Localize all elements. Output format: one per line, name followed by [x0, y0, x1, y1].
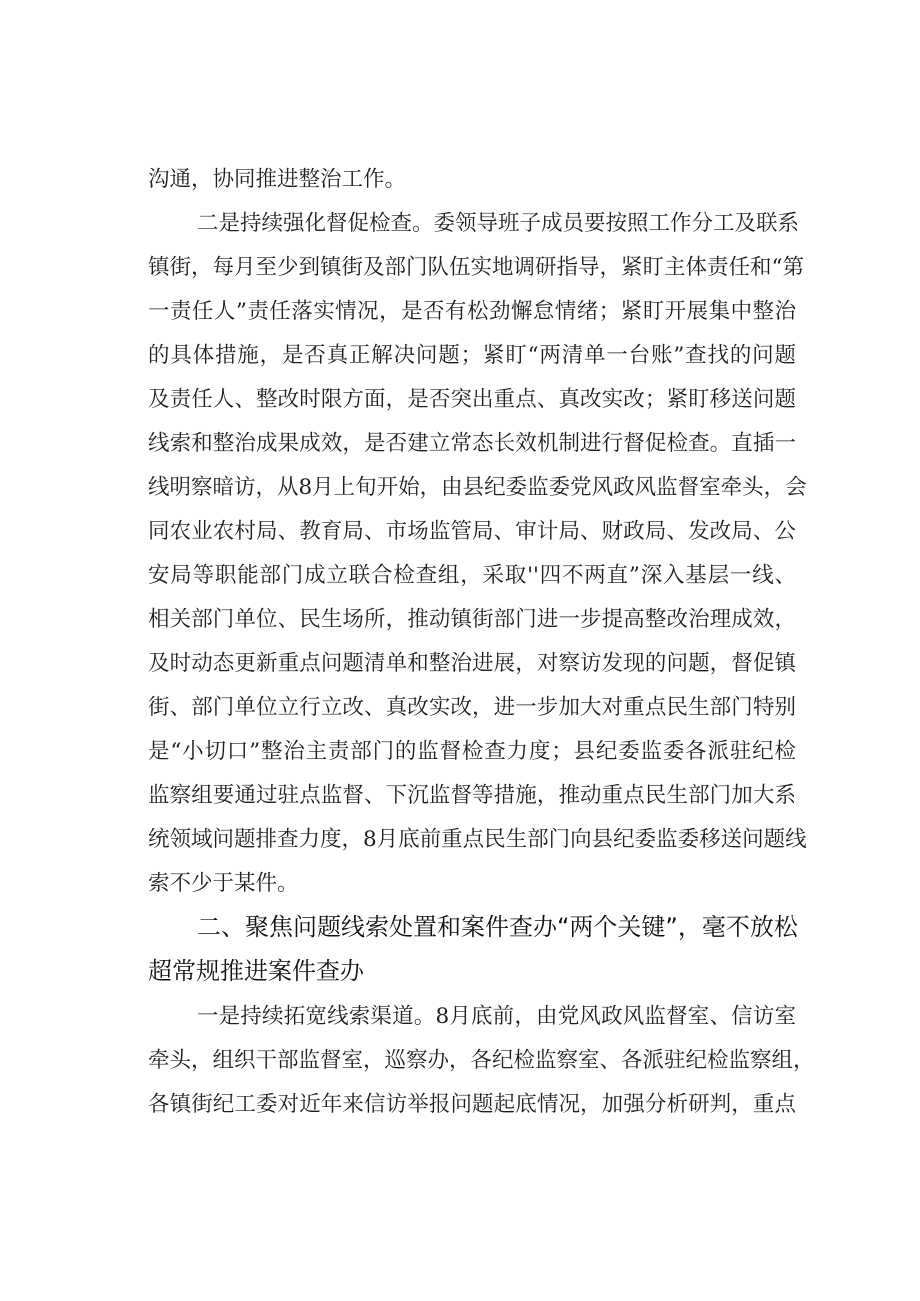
paragraph-line: 街、部门单位立行立改、真改实改，进一步加大对重点民生部门特别 [148, 695, 796, 720]
paragraph-line: 一责任人”责任落实情况，是否有松劲懈怠情绪；紧盯开展集中整治 [148, 299, 796, 324]
paragraph-line: 同农业农村局、教育局、市场监管局、审计局、财政局、发改局、公 [148, 519, 796, 544]
paragraph-line: 各镇街纪工委对近年来信访举报问题起底情况，加强分析研判，重点 [148, 1092, 796, 1117]
paragraph-line: 是“小切口”整治主责部门的监督检查力度；县纪委监委各派驻纪检 [148, 739, 796, 764]
paragraph-line: 的具体措施，是否真正解决问题；紧盯“两清单一台账”查找的问题 [148, 343, 796, 368]
paragraph-line: 牵头，组织干部监督室，巡察办，各纪检监察室、各派驻纪检监察组， [148, 1048, 815, 1073]
paragraph-line: 镇街，每月至少到镇街及部门队伍实地调研指导，紧盯主体责任和“第 [148, 255, 804, 280]
paragraph-line: 沟通，协同推进整治工作。 [148, 167, 407, 192]
section-heading: 超常规推进案件查办 [148, 957, 364, 985]
paragraph-line: 索不少于某件。 [148, 871, 299, 896]
paragraph-line: 统领域问题排查力度，8月底前重点民生部门向县纪委监委移送问题线 [148, 827, 807, 852]
section-heading: 二、聚焦问题线索处置和案件查办“两个关键”，毫不放松 [197, 913, 798, 941]
paragraph-line: 监察组要通过驻点监督、下沉监督等措施，推动重点民生部门加大系 [148, 783, 796, 808]
paragraph-line: 二是持续强化督促检查。委领导班子成员要按照工作分工及联系 [197, 211, 800, 236]
paragraph-line: 及责任人、整改时限方面，是否突出重点、真改实改；紧盯移送问题 [148, 387, 796, 412]
paragraph-line: 安局等职能部门成立联合检查组，采取''四不两直”深入基层一线、 [148, 563, 796, 588]
paragraph-line: 一是持续拓宽线索渠道。8月底前，由党风政风监督室、信访室 [197, 1004, 796, 1029]
paragraph-line: 相关部门单位、民生场所，推动镇街部门进一步提高整改治理成效， [148, 607, 796, 632]
paragraph-line: 及时动态更新重点问题清单和整治进展，对察访发现的问题，督促镇 [148, 651, 796, 676]
paragraph-line: 线索和整治成果成效，是否建立常态长效机制进行督促检查。直插一 [148, 431, 796, 456]
paragraph-line: 线明察暗访，从8月上旬开始，由县纪委监委党风政风监督室牵头，会 [148, 475, 807, 500]
